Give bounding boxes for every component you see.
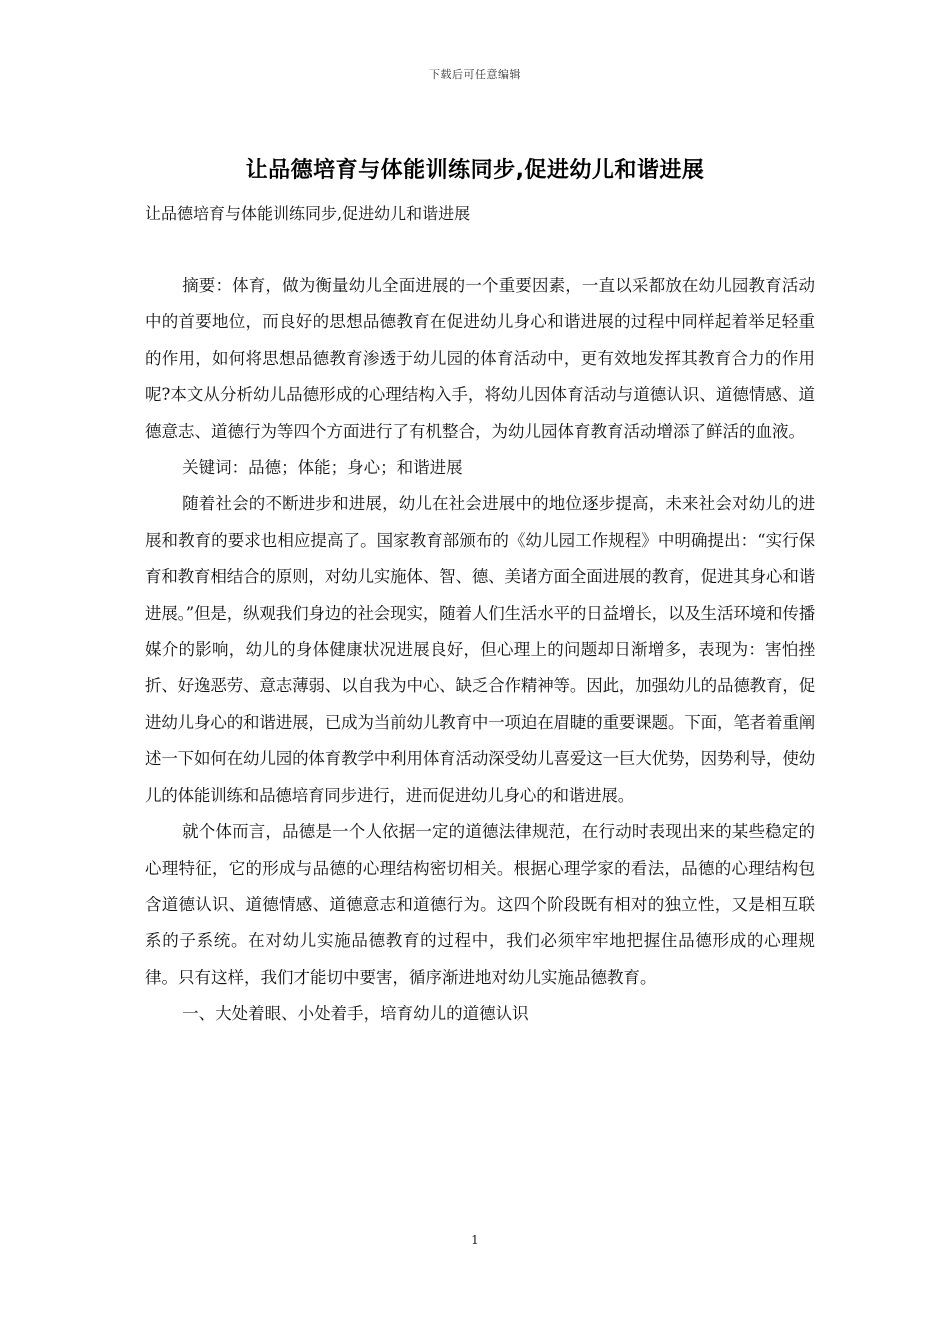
body-paragraph: 就个体而言，品德是一个人依据一定的道德法律规范，在行动时表现出来的某些稳定的心理特征，它的形成与品德的心理结构密切相关。根据心理学家的看法，品德的心理结构包含道德认识、道德情感、道德意志和道德行为。这四个阶段既有相对的独立性，又是相互联系的子系统。在对幼儿实施品德教育的过程中，我们必须牢牢地把握住品德形成的心理规律。只有这样，我们才能切中要害，循序渐进地对幼儿实施品德教育。	[145, 822, 815, 987]
keywords-paragraph: 关键词：品德；体能；身心；和谐进展	[182, 458, 463, 478]
abstract-paragraph: 摘要：体育，做为衡量幼儿全面进展的一个重要因素，一直以采都放在幼儿园教育活动中的首要地位，而良好的思想品德教育在促进幼儿身心和谐进展的过程中同样起着举足轻重的作用，如何将思想品德教育渗透于幼儿园的体育活动中，更有效地发挥其教育合力的作用呢?本文从分析幼儿品德形成的心理结构入手，将幼儿因体育活动与道德认识、道德情感、道德意志、道德行为等四个方面进行了有机整合，为幼儿园体育教育活动增添了鲜活的血液。	[145, 276, 815, 441]
document-body	[145, 268, 815, 1033]
header-note: 下载后可任意编辑	[429, 68, 521, 81]
document-subtitle: 让品德培育与体能训练同步,促进幼儿和谐进展	[145, 204, 471, 223]
body-paragraph: 随着社会的不断进步和进展，幼儿在社会进展中的地位逐步提高，未来社会对幼儿的进展和教育的要求也相应提高了。国家教育部颁布的《幼儿园工作规程》中明确提出：“实行保育和教育相结合的原则，对幼儿实施体、智、德、美诸方面全面进展的教育，促进其身心和谐进展。”但是，纵观我们身边的社会现实，随着人们生活水平的日益增长，以及生活环境和传播媒介的影响，幼儿的身体健康状况进展良好，但心理上的问题却日渐增多，表现为：害怕挫折、好逸恶劳、意志薄弱、以自我为中心、缺乏合作精神等。因此，加强幼儿的品德教育，促进幼儿身心的和谐进展，已成为当前幼儿教育中一项迫在眉睫的重要课题。下面，笔者着重阐述一下如何在幼儿园的体育教学中利用体育活动深受幼儿喜爱这一巨大优势，因势利导，使幼儿的体能训练和品德培育同步进行，进而促进幼儿身心的和谐进展。	[145, 494, 815, 805]
document-title: 让品德培育与体能训练同步,促进幼儿和谐进展	[245, 158, 705, 183]
page-number: 1	[471, 1233, 479, 1247]
section-heading: 一、大处着眼、小处着手，培育幼儿的道德认识	[182, 1004, 529, 1024]
